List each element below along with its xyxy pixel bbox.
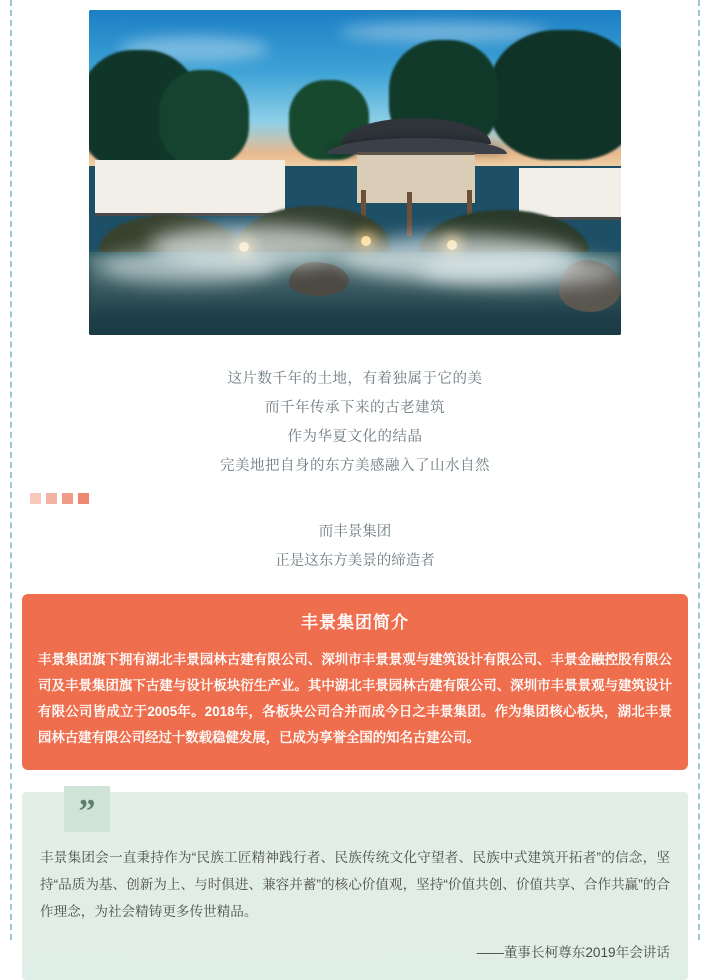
pavilion-column [407,192,412,236]
poem-block-1 [22,365,688,481]
company-intro-title: 丰景集团简介 [301,613,409,632]
company-intro-body: 丰景集团旗下拥有湖北丰景园林古建有限公司、深圳市丰景景观与建筑设计有限公司、丰景金融控股有限公司及丰景集团旗下古建与设计板块衍生产业。其中湖北丰景园林古建有限公司、深圳市丰景景观与建筑设计有限公司皆成立于2005年。2018年，各板块公司合并而成今日之丰景集团。作为集团核心板块，湖北丰景园林古建有限公司经过十数载稳健发展，已成为享誉全国的知名古建公司。 [38,652,672,746]
poem-line: 正是这东方美景的缔造者 [275,553,435,569]
dot-square [78,493,89,504]
poem-line: 作为华夏文化的结晶 [287,429,423,445]
hero-image-garden-pavilion [89,10,621,335]
left-dashed-border [10,0,12,940]
chairman-quote-card [22,792,688,980]
dot-square [30,493,41,504]
poem-line: 而丰景集团 [318,524,392,540]
mist-layer [419,255,619,287]
poem-block-2 [22,518,688,576]
dot-square [62,493,73,504]
decorative-dots [30,493,688,504]
right-dashed-border [698,0,700,940]
mist-layer [99,250,279,284]
poem-line: 完美地把自身的东方美感融入了山水自然 [220,458,490,474]
cloud-shape [339,22,549,42]
poem-line: 而千年传承下来的古老建筑 [265,400,445,416]
poem-line: 这片数千年的土地，有着独属于它的美 [227,371,483,387]
chairman-quote-attribution: ——董事长柯尊东2019年会讲话 [476,945,670,961]
white-wall-shape [95,160,285,216]
tree-shape [159,70,249,165]
tree-shape [489,30,621,160]
pavilion-body [357,152,475,203]
hero-image-wrap [22,0,688,335]
dot-square [46,493,57,504]
chairman-quote-body: 丰景集团会一直秉持作为“民族工匠精神践行者、民族传统文化守望者、民族中式建筑开拓者”的信念，坚持“品质为基、创新为上、与时俱进、兼容并蓄”的核心价值观，坚持“价值共创、价值共享、合作共赢”的合作理念，为社会精铸更多传世精品。 [40,849,670,919]
quote-mark-icon: ” [64,786,110,832]
company-intro-card [22,594,688,770]
